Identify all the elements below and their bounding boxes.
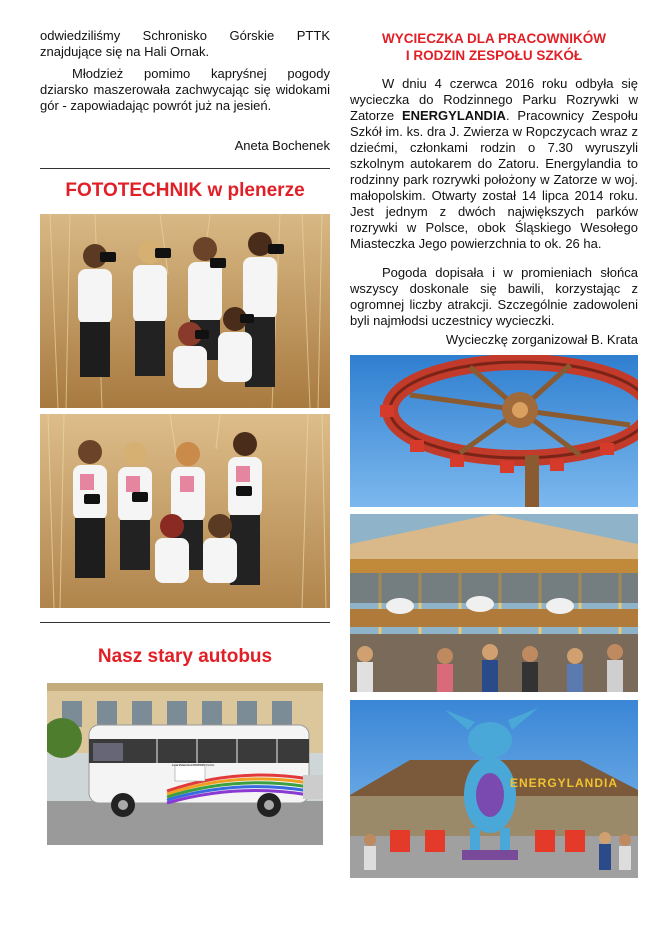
fototechnik-title: FOTOTECHNIK w plenerze — [65, 180, 305, 201]
section-divider — [40, 622, 330, 623]
bus-title: Nasz stary autobus — [97, 646, 273, 667]
trip-paragraph-1 — [350, 76, 638, 252]
bus-side-sign: ZESPÓŁ SZKÓŁ im. ks. dra Jana Zwierza w ROPCZYCACH — [171, 760, 215, 767]
energylandia-entrance-photo — [350, 700, 638, 878]
fototechnik-photo-1 — [40, 214, 330, 408]
trip-heading-line-2: I RODZIN ZESPOŁU SZKÓŁ — [405, 48, 583, 63]
trip-organizer: Wycieczkę zorganizował B. Krata — [445, 332, 638, 347]
section-divider — [40, 168, 330, 169]
spinning-ride-photo — [350, 355, 638, 507]
trip-p1-after: . Pracownicy Zespołu Szkół im. ks. dra J. Zwierza w Ropczycach wraz z dziećmi, członkami rodzin o 7.30 wyruszyli szkolnym autokarem do Zatoru. Energylandia to rodzinny park rozrywki położony w Zatorze w woj. małopolskim. Otwarty został 14 lipca 2014 roku. Jest jednym z dwóch największych parków rozrywki w Polsce, obok Śląskiego Wesołego Miasteczka Jego powierzchnia to ok. 26 ha. — [350, 108, 638, 251]
park-name: ENERGYLANDIA — [401, 108, 506, 123]
intro-paragraph: odwiedziliśmy Schronisko Górskie PTTK znajdujące się na Hali Ornak. — [40, 28, 330, 59]
trip-p1-before: W dniu 4 czerwca 2016 roku odbyła się wycieczka do Rodzinnego Parku Rozrywki w Zatorze — [350, 76, 638, 123]
school-bus-photo — [47, 683, 323, 845]
carousel-photo — [350, 514, 638, 692]
trip-paragraph-2: Pogoda dopisała i w promieniach słońca wszyscy doskonale się bawili, korzystając z ogromnej liczby atrakcji. Szczególnie zadowoleni byli najmłodsi uczestnicy wycieczki. — [350, 265, 638, 328]
park-entrance-sign: ENERGYLANDIA — [510, 776, 619, 790]
author-signature: Aneta Bochenek — [234, 138, 330, 153]
hike-paragraph: Młodzież pomimo kapryśnej pogody dziarsko maszerowała zachwycając się widokami gór - zapowiadając powrót już na jesień. — [40, 66, 330, 113]
trip-heading — [350, 30, 638, 64]
trip-heading-line-1: WYCIECZKA DLA PRACOWNIKÓW — [382, 31, 606, 46]
fototechnik-photo-2 — [40, 414, 330, 608]
